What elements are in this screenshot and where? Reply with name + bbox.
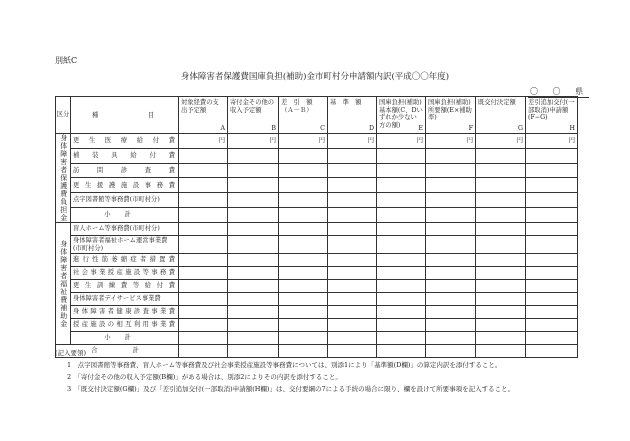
header-item: 種 目 <box>71 97 179 134</box>
amount-cell[interactable] <box>476 254 526 267</box>
amount-cell[interactable] <box>179 306 228 319</box>
header-col-c <box>279 97 328 134</box>
table-row <box>56 163 578 178</box>
amount-cell[interactable] <box>279 208 328 223</box>
header-label: 対象経費の支出予定額 <box>181 99 219 114</box>
amount-cell[interactable] <box>228 223 279 236</box>
amount-cell[interactable] <box>228 319 279 332</box>
total-label: 合 計 <box>56 345 179 358</box>
amount-cell[interactable] <box>328 332 377 345</box>
amount-cell[interactable] <box>476 293 526 306</box>
table-row <box>56 306 578 319</box>
amount-cell[interactable] <box>228 148 279 163</box>
amount-cell[interactable] <box>526 280 578 293</box>
notes <box>55 347 514 395</box>
amount-cell[interactable] <box>328 306 377 319</box>
amount-cell[interactable] <box>228 293 279 306</box>
table-row <box>56 254 578 267</box>
amount-cell[interactable] <box>426 208 476 223</box>
amount-cell[interactable] <box>476 332 526 345</box>
amount-cell[interactable] <box>328 178 377 193</box>
amount-cell[interactable] <box>426 163 476 178</box>
amount-cell[interactable] <box>228 280 279 293</box>
amount-cell[interactable] <box>377 267 426 280</box>
amount-cell[interactable] <box>179 254 228 267</box>
amount-cell[interactable] <box>279 254 328 267</box>
amount-cell[interactable] <box>279 178 328 193</box>
amount-cell[interactable] <box>328 280 377 293</box>
item-label: 補装具給付費 <box>71 148 179 163</box>
amount-cell[interactable] <box>228 236 279 254</box>
amount-cell[interactable] <box>476 236 526 254</box>
amount-cell[interactable] <box>426 280 476 293</box>
item-label: 身体障害者福祉ホーム運営事業費(市町村分) <box>71 236 179 254</box>
amount-cell[interactable] <box>526 267 578 280</box>
header-letter: F <box>468 124 473 132</box>
amount-cell[interactable] <box>426 267 476 280</box>
amount-cell[interactable] <box>377 280 426 293</box>
amount-cell[interactable] <box>377 208 426 223</box>
header-label: 寄付金その他の収入予定額 <box>230 99 275 114</box>
amount-cell[interactable] <box>377 148 426 163</box>
amount-cell[interactable] <box>526 319 578 332</box>
amount-cell[interactable] <box>179 293 228 306</box>
amount-cell[interactable] <box>476 148 526 163</box>
amount-cell[interactable] <box>228 254 279 267</box>
header-col-g <box>476 97 526 134</box>
amount-cell[interactable] <box>426 178 476 193</box>
item-label: 更生医療給付費 <box>71 134 179 149</box>
yen-unit[interactable]: 円 <box>426 134 476 149</box>
amount-cell[interactable] <box>377 193 426 208</box>
amount-cell[interactable] <box>526 163 578 178</box>
amount-cell[interactable] <box>377 163 426 178</box>
page-title: 身体障害者保護費国庫負担(補助)金市町村分申請額内訳(平成〇〇年度) <box>180 72 450 82</box>
amount-cell[interactable] <box>179 236 228 254</box>
amount-cell[interactable] <box>228 193 279 208</box>
amount-cell[interactable] <box>426 223 476 236</box>
subtotal-label: 小計 <box>71 208 179 223</box>
amount-cell[interactable] <box>279 306 328 319</box>
amount-cell[interactable] <box>426 306 476 319</box>
amount-cell[interactable] <box>526 345 578 358</box>
table-row <box>56 293 578 306</box>
amount-cell[interactable] <box>279 223 328 236</box>
amount-cell[interactable] <box>377 306 426 319</box>
amount-cell[interactable] <box>179 332 228 345</box>
amount-cell[interactable] <box>228 267 279 280</box>
amount-cell[interactable] <box>179 208 228 223</box>
item-label: 点字図書館等事務費(市町村分) <box>71 193 179 208</box>
amount-cell[interactable] <box>476 163 526 178</box>
header-category: 区分 <box>56 97 71 134</box>
amount-cell[interactable] <box>228 208 279 223</box>
amount-cell[interactable] <box>279 280 328 293</box>
amount-cell[interactable] <box>179 178 228 193</box>
header-label: 差 引 額（Ａ－Ｂ） <box>281 99 313 114</box>
amount-cell[interactable] <box>476 178 526 193</box>
amount-cell[interactable] <box>228 178 279 193</box>
amount-cell[interactable] <box>179 163 228 178</box>
table-row <box>56 148 578 163</box>
amount-cell[interactable] <box>426 319 476 332</box>
amount-cell[interactable] <box>426 332 476 345</box>
amount-cell[interactable] <box>526 254 578 267</box>
header-col-e <box>377 97 426 134</box>
amount-cell[interactable] <box>526 332 578 345</box>
amount-cell[interactable] <box>377 223 426 236</box>
amount-cell[interactable] <box>426 236 476 254</box>
header-letter: C <box>320 124 325 132</box>
table-row <box>56 178 578 193</box>
amount-cell[interactable] <box>377 332 426 345</box>
amount-cell[interactable] <box>377 254 426 267</box>
amount-cell[interactable] <box>526 148 578 163</box>
table-row <box>56 193 578 208</box>
amount-cell[interactable] <box>526 193 578 208</box>
amount-cell[interactable] <box>476 267 526 280</box>
header-letter: B <box>271 124 276 132</box>
amount-cell[interactable] <box>328 267 377 280</box>
amount-cell[interactable] <box>228 332 279 345</box>
table-row <box>56 267 578 280</box>
notes-heading: (記入要領) <box>55 349 87 357</box>
header-label: 既交付決定額 <box>478 99 516 106</box>
yen-unit[interactable]: 円 <box>279 134 328 149</box>
amount-cell[interactable] <box>526 236 578 254</box>
amount-cell[interactable] <box>179 280 228 293</box>
note-2: 2 「寄付金その他の収入予定額(B欄)」がある場合は、別添2によりその内訳を添付すること。 <box>67 373 342 381</box>
header-letter: H <box>569 124 575 132</box>
header-letter: D <box>368 124 374 132</box>
attachment-label: 別紙C <box>55 56 78 65</box>
amount-cell[interactable] <box>279 148 328 163</box>
amount-cell[interactable] <box>377 319 426 332</box>
amount-cell[interactable] <box>179 193 228 208</box>
amount-cell[interactable] <box>228 306 279 319</box>
amount-cell[interactable] <box>476 306 526 319</box>
amount-cell[interactable] <box>279 319 328 332</box>
amount-cell[interactable] <box>476 223 526 236</box>
amount-cell[interactable] <box>328 148 377 163</box>
amount-cell[interactable] <box>526 293 578 306</box>
table-row <box>56 319 578 332</box>
amount-cell[interactable] <box>377 293 426 306</box>
amount-cell[interactable] <box>279 163 328 178</box>
yen-unit[interactable]: 円 <box>228 134 279 149</box>
amount-cell[interactable] <box>328 236 377 254</box>
amount-cell[interactable] <box>476 319 526 332</box>
amount-cell[interactable] <box>328 254 377 267</box>
amount-cell[interactable] <box>426 193 476 208</box>
header-label: 国庫負担(補助)所要額(E×補助率) <box>428 99 472 121</box>
amount-cell[interactable] <box>476 280 526 293</box>
item-label: 授産施設の相互利用事業費 <box>71 319 179 332</box>
subtotal-row <box>56 332 578 345</box>
amount-cell[interactable] <box>328 193 377 208</box>
item-label: 社会事業授産施設等事務費 <box>71 267 179 280</box>
table-row <box>56 236 578 254</box>
amount-cell[interactable] <box>179 267 228 280</box>
header-letter: E <box>418 124 423 132</box>
application-table <box>55 96 578 358</box>
table-row <box>56 223 578 236</box>
header-label: 国庫負担(補助)基本額(C、Dいずれか少ない方の額) <box>379 99 423 129</box>
amount-cell[interactable] <box>328 319 377 332</box>
yen-unit[interactable]: 円 <box>476 134 526 149</box>
amount-cell[interactable] <box>526 306 578 319</box>
header-col-f <box>426 97 476 134</box>
item-label: 訪問診査費 <box>71 163 179 178</box>
prefecture-label: 〇 〇 県 <box>530 87 590 96</box>
yen-unit[interactable]: 円 <box>328 134 377 149</box>
table-row <box>56 134 578 149</box>
table-row <box>56 280 578 293</box>
amount-cell[interactable] <box>476 208 526 223</box>
amount-cell[interactable] <box>228 163 279 178</box>
amount-cell[interactable] <box>179 319 228 332</box>
amount-cell[interactable] <box>426 293 476 306</box>
amount-cell[interactable] <box>377 236 426 254</box>
amount-cell[interactable] <box>279 267 328 280</box>
header-label: 基 準 額 <box>330 99 362 106</box>
subtotal-row <box>56 208 578 223</box>
amount-cell[interactable] <box>279 293 328 306</box>
group-label: 身体障害者福祉費補助金 <box>56 223 71 345</box>
amount-cell[interactable] <box>328 163 377 178</box>
group-label: 身体障害者保護費負担金 <box>56 134 71 223</box>
amount-cell[interactable] <box>426 148 476 163</box>
amount-cell[interactable] <box>377 178 426 193</box>
item-label: 盲人ホーム等事務費(市町村分) <box>71 223 179 236</box>
subtotal-label: 小計 <box>71 332 179 345</box>
amount-cell[interactable] <box>526 208 578 223</box>
amount-cell[interactable] <box>526 223 578 236</box>
amount-cell[interactable] <box>279 236 328 254</box>
item-label: 更生訓練費等給付費 <box>71 280 179 293</box>
note-1: 1 点字図書館等事務費、盲人ホーム等事務費及び社会事業授産施設等事務費については、別添1により「基準額(D欄)」の算定内訳を添付すること。 <box>67 361 502 369</box>
header-col-d <box>328 97 377 134</box>
yen-unit[interactable]: 円 <box>179 134 228 149</box>
note-3: 3 「既交付決定額(G欄)」及び「差引追加交付(一部取消)申請額(H欄)」は、交付要綱の7による手続の場合に限り、欄を設けて所要事項を記入すること。 <box>67 385 515 393</box>
item-label: 身体障害者健康診査事業費 <box>71 306 179 319</box>
item-label: 進行性筋萎縮症者措置費 <box>71 254 179 267</box>
item-label: 更生援護施設事務費 <box>71 178 179 193</box>
amount-cell[interactable] <box>328 208 377 223</box>
amount-cell[interactable] <box>328 293 377 306</box>
amount-cell[interactable] <box>426 254 476 267</box>
header-col-a <box>179 97 228 134</box>
header-letter: G <box>517 124 523 132</box>
header-label: 差引追加交付(一部取消)申請額(F−G) <box>528 99 575 121</box>
amount-cell[interactable] <box>179 223 228 236</box>
item-label: 身体障害者デイサービス事業費 <box>71 293 179 306</box>
header-letter: A <box>220 124 225 132</box>
amount-cell[interactable] <box>179 148 228 163</box>
amount-cell[interactable] <box>279 193 328 208</box>
amount-cell[interactable] <box>279 332 328 345</box>
yen-unit[interactable]: 円 <box>526 134 578 149</box>
amount-cell[interactable] <box>328 223 377 236</box>
header-col-b <box>228 97 279 134</box>
amount-cell[interactable] <box>526 178 578 193</box>
yen-unit[interactable]: 円 <box>377 134 426 149</box>
amount-cell[interactable] <box>476 193 526 208</box>
header-col-h <box>526 97 578 134</box>
